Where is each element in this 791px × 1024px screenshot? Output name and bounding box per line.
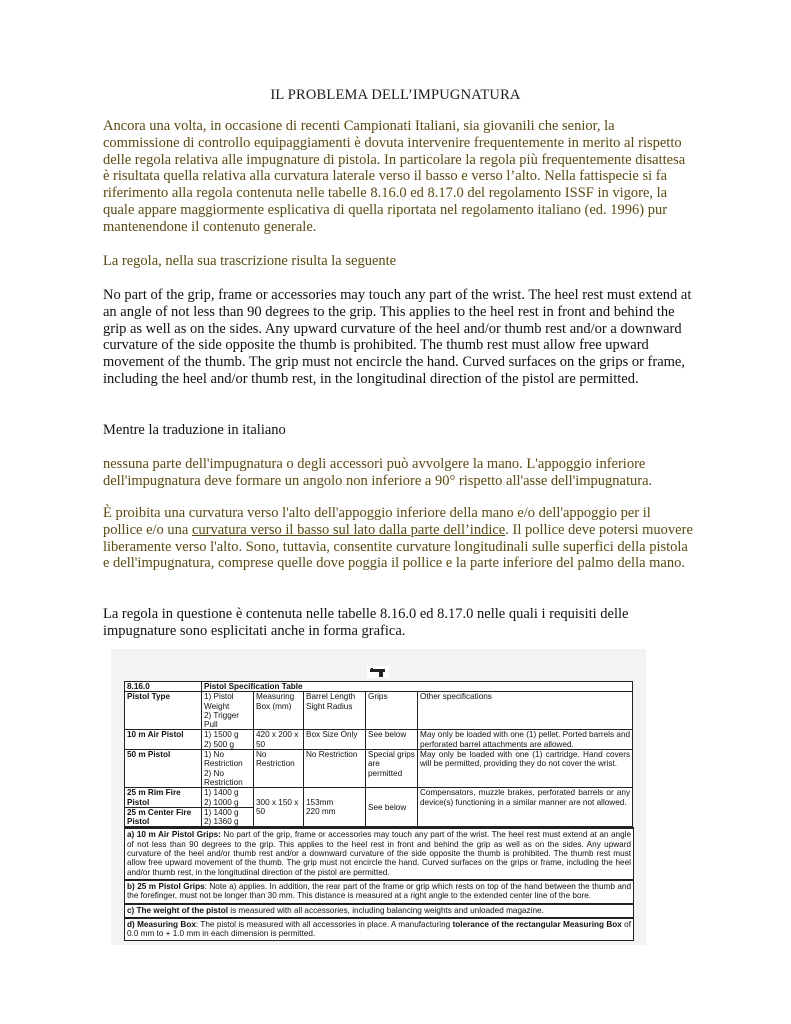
cell-type: 50 m Pistol — [125, 750, 202, 788]
note-c-label: c) The weight of the pistol — [127, 905, 228, 915]
note-a-text: No part of the grip, frame or accessories may touch any part of the wrist. The heel rest must extend at an angle of not less than 90 degrees to the grip. This applies to the heel rest in front and behind the grip as well as on the sides. Any upward curvature of the heel and/or thumb rest and/or a downward curvature of the side opposite the thumb is prohibited. The thumb rest must allow free upward movement of the thumb. The grip must not encircle the hand. Curved surfaces on the grips or frame, including the heel and/or thumb rest, in the longitudinal direction of the pistol are permitted. — [127, 830, 631, 877]
table-row — [125, 730, 633, 750]
table-heading: Pistol Specification Table — [202, 682, 633, 692]
note-c — [125, 903, 633, 917]
note-b-text: : Note a) applies. In addition, the rear part of the frame or grip which rests on top of the hand between the thumb and the forefinger, must not be longer than 30 mm. This distance is measured at a right angle to the extended center line of the bore. — [127, 881, 631, 901]
cell-type: 25 m Center Fire Pistol — [125, 807, 202, 827]
rule-italian-paragraph-1: nessuna parte dell'impugnatura o degli accessori può avvolgere la mano. L'appoggio inferiore dell'impugnatura deve formare un angolo non inferiore a 90° rispetto all'asse dell'impugnatura. — [103, 456, 653, 489]
note-b-label: b) 25 m Pistol Grips — [127, 881, 205, 891]
note-b — [125, 879, 633, 903]
spec-notes — [124, 827, 634, 941]
cell-barrel: No Restriction — [304, 750, 366, 788]
pistol-icon — [367, 666, 389, 678]
cell-other: Compensators, muzzle brakes, perforated barrels or any device(s) functioning in a similar manner are not allowed. — [418, 788, 633, 827]
cell-box: 420 x 200 x 50 — [254, 730, 304, 750]
note-d-label: d) Measuring Box — [127, 919, 196, 929]
note-a — [125, 827, 633, 878]
cell-barrel: Box Size Only — [304, 730, 366, 750]
cell-grips: Special grips are permitted — [366, 750, 418, 788]
table-code: 8.16.0 — [125, 682, 202, 692]
underlined-phrase: curvatura verso il basso sul lato dalla parte dell’indice — [191, 521, 506, 538]
cell-grips: See below — [366, 788, 418, 827]
note-d-bold: tolerance of the rectangular Measuring Box — [452, 919, 622, 929]
note-d-text-1: : The pistol is measured with all accessories in place. A manufacturing — [195, 919, 453, 929]
table-header-row — [125, 692, 633, 730]
cell-weight: 1) 1400 g 2) 1000 g — [202, 788, 254, 808]
rule-italian-paragraph-2 — [103, 505, 693, 572]
table-row — [125, 750, 633, 788]
header-grips: Grips — [366, 692, 418, 730]
cell-other: May only be loaded with one (1) pellet. Ported barrels and perforated barrel attachments are allowed. — [418, 730, 633, 750]
cell-weight: 1) 1400 g 2) 1360 g — [202, 807, 254, 827]
cell-barrel: 153mm 220 mm — [304, 788, 366, 827]
note-a-label: a) 10 m Air Pistol Grips: — [127, 830, 221, 840]
table-row — [125, 682, 633, 692]
page-title: IL PROBLEMA DELL’IMPUGNATURA — [270, 87, 521, 103]
header-weight: 1) Pistol Weight 2) Trigger Pull — [202, 692, 254, 730]
spec-table-container — [124, 681, 632, 941]
cell-weight: 1) No Restriction 2) No Restriction — [202, 750, 254, 788]
spec-table-image — [111, 649, 646, 945]
cell-type: 25 m Rim Fire Pistol — [125, 788, 202, 808]
note-c-text: is measured with all accessories, including balancing weights and unloaded magazine. — [227, 905, 544, 915]
rule-italian-text-a: È proibita una curvatura verso l'alto dell'appoggio inferiore della mano e/o dell'appoggio per il pollice e/o una — [103, 505, 651, 538]
cell-box: 300 x 150 x 50 — [254, 788, 304, 827]
header-barrel-length: Barrel Length Sight Radius — [304, 692, 366, 730]
intro-paragraph: Ancora una volta, in occasione di recenti Campionati Italiani, sia giovanili che senior, la commissione di controllo equipaggiamenti è dovuta intervenire frequentemente in merito al rispetto delle regola relativa alle impugnature di pistola. In particolare la regola più frequentemente disattesa è risultata quella relativa alla curvatura laterale verso il basso e verso l’alto. Nella fattispecie si fa riferimento alla regola contenuta nelle tabelle 8.16.0 ed 8.17.0 del regolamento ISSF in vigore, la quale appare maggiormente esplicativa di quella riportata nel regolamento italiano (ed. 1996) pur mantenendone il contenuto generale. — [103, 118, 686, 235]
header-measuring-box: Measuring Box (mm) — [254, 692, 304, 730]
rule-intro-paragraph: La regola, nella sua trascrizione risulta la seguente — [103, 253, 397, 269]
header-other: Other specifications — [418, 692, 633, 730]
table-row — [125, 788, 633, 808]
cell-grips: See below — [366, 730, 418, 750]
cell-other: May only be loaded with one (1) cartridge. Hand covers will be permitted, providing they do not cover the wrist. — [418, 750, 633, 788]
cell-weight: 1) 1500 g 2) 500 g — [202, 730, 254, 750]
rule-italian-text-b: . Il pollice deve potersi muovere liberamente verso l'alto. Sono, tuttavia, consentite curvature longitudinali sulle superfici della pistola e dell'impugnatura, comprese quelle dove poggia il pollice e la parte inferiore del palmo della mano. — [103, 521, 693, 572]
rule-english-paragraph: No part of the grip, frame or accessories may touch any part of the wrist. The heel rest must extend at an angle of not less than 90 degrees to the grip. This applies to the heel rest in front and behind the grip as well as on the sides. Any upward curvature of the heel and/or thumb rest and/or a downward curvature of the side opposite the thumb is prohibited. The thumb rest must allow free upward movement of the thumb. The grip must not encircle the hand. Curved surfaces on the grips or frame, including the heel and/or thumb rest, in the longitudinal direction of the pistol are permitted. — [103, 287, 692, 387]
pistol-spec-table — [124, 681, 633, 827]
closing-paragraph: La regola in questione è contenuta nelle tabelle 8.16.0 ed 8.17.0 nelle quali i requisiti delle impugnature sono esplicitati anche in forma grafica. — [103, 606, 629, 639]
cell-box: No Restriction — [254, 750, 304, 788]
note-d — [125, 917, 633, 941]
translation-intro-paragraph: Mentre la traduzione in italiano — [103, 422, 286, 438]
header-pistol-type: Pistol Type — [125, 692, 202, 730]
cell-type: 10 m Air Pistol — [125, 730, 202, 750]
note-d-text-2: of 0.0 mm to + 1.0 mm in each dimension is permitted. — [127, 919, 632, 939]
